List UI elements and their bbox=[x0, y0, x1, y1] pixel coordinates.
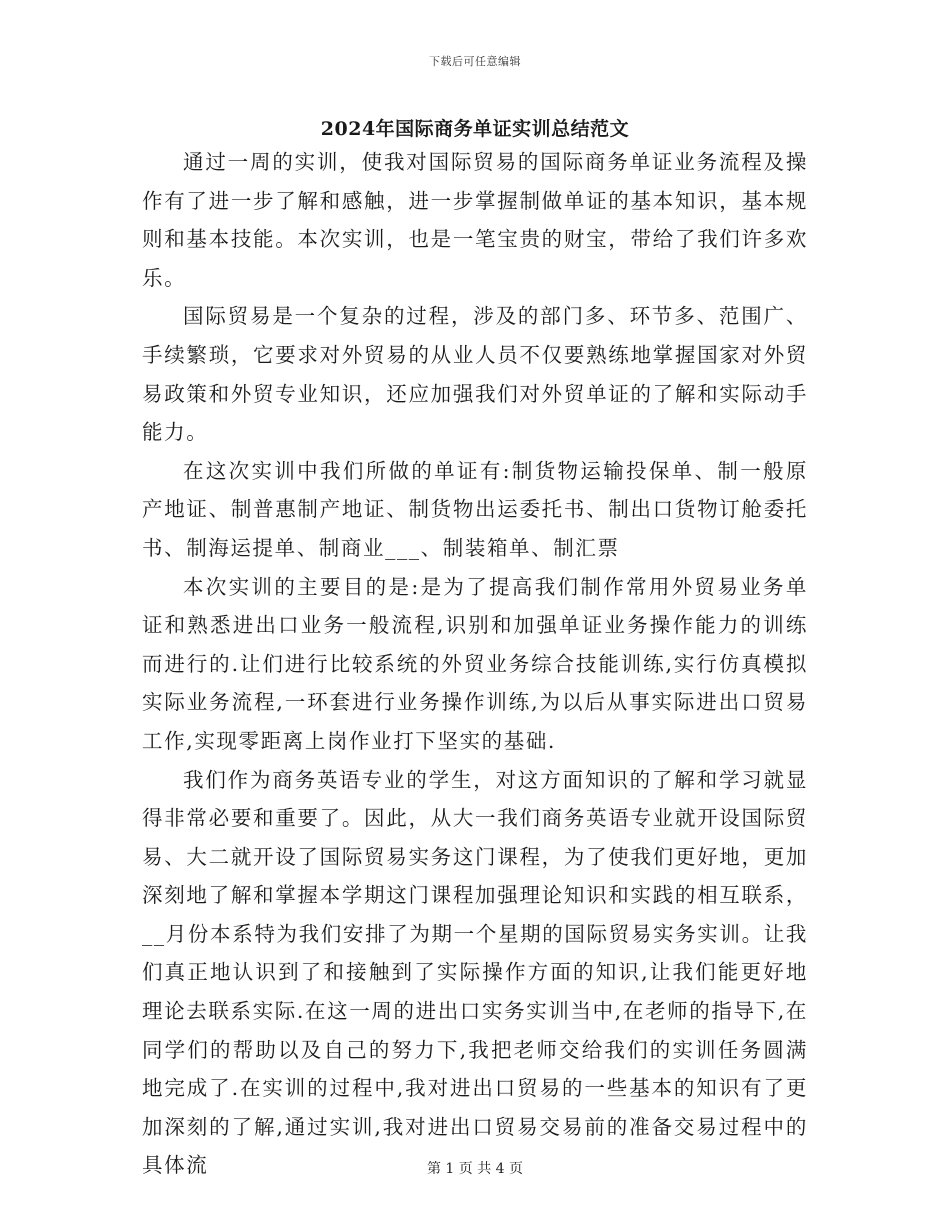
paragraph-2: 国际贸易是一个复杂的过程，涉及的部门多、环节多、范围广、手续繁琐，它要求对外贸易的从业人员不仅要熟练地掌握国家对外贸易政策和外贸专业知识，还应加强我们对外贸单证的了解和实际动手能力。 bbox=[142, 304, 808, 445]
header-note: 下载后可任意编辑 bbox=[429, 55, 521, 68]
page-number-footer: 第 1 页 共 4 页 bbox=[426, 1161, 524, 1177]
paragraph-4: 本次实训的主要目的是:是为了提高我们制作常用外贸易业务单证和熟悉进出口业务一般流程,识别和加强单证业务操作能力的训练而进行的.让们进行比较系统的外贸业务综合技能训练,实行仿真模拟实际业务流程,一环套进行业务操作训练,为以后从事实际进出口贸易工作,实现零距离上岗作业打下坚实的基础. bbox=[142, 574, 808, 753]
document-body bbox=[142, 143, 808, 1185]
document-title: 2024年国际商务单证实训总结范文 bbox=[320, 118, 630, 140]
paragraph-3: 在这次实训中我们所做的单证有:制货物运输投保单、制一般原产地证、制普惠制产地证、制货物出运委托书、制出口货物订舱委托书、制海运提单、制商业___、制装箱单、制汇票 bbox=[142, 458, 808, 560]
paragraph-5: 我们作为商务英语专业的学生，对这方面知识的了解和学习就显得非常必要和重要了。因此，从大一我们商务英语专业就开设国际贸易、大二就开设了国际贸易实务这门课程，为了使我们更好地，更加深刻地了解和掌握本学期这门课程加强理论知识和实践的相互联系，__月份本系特为我们安排了为期一个星期的国际贸易实务实训。让我们真正地认识到了和接触到了实际操作方面的知识,让我们能更好地理论去联系实际.在这一周的进出口实务实训当中,在老师的指导下,在同学们的帮助以及自己的努力下,我把老师交给我们的实训任务圆满地完成了.在实训的过程中,我对进出口贸易的一些基本的知识有了更加深刻的了解,通过实训,我对进出口贸易交易前的准备交易过程中的具体流 bbox=[142, 767, 808, 1178]
paragraph-1: 通过一周的实训，使我对国际贸易的国际商务单证业务流程及操作有了进一步了解和感触，进一步掌握制做单证的基本知识，基本规则和基本技能。本次实训，也是一笔宝贵的财宝，带给了我们许多欢乐。 bbox=[142, 150, 808, 290]
